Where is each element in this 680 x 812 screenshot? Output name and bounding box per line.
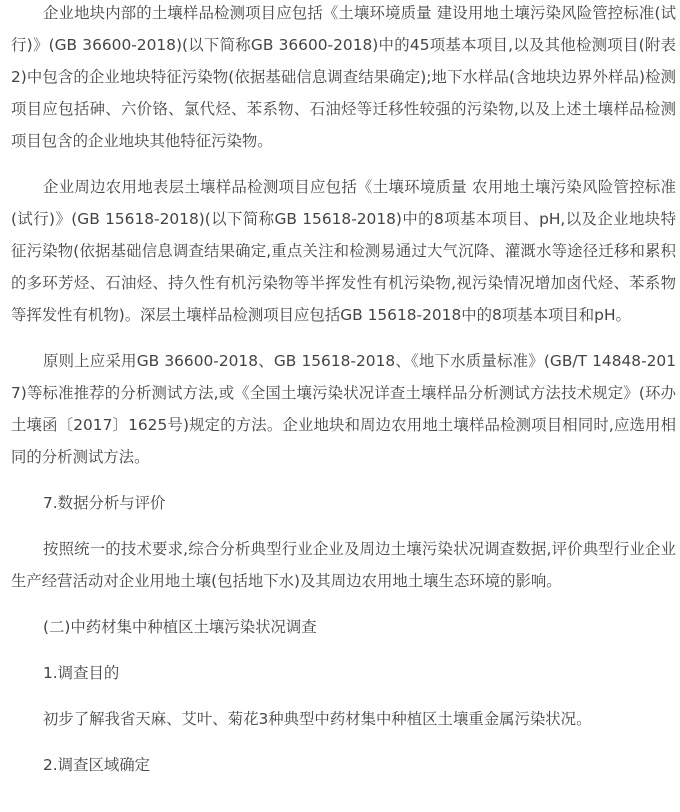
paragraph-data-evaluation: 按照统一的技术要求,综合分析典型行业企业及周边土壤污染状况调查数据,评价典型行业企业生产经营活动对企业用地土壤(包括地下水)及其周边农用地土壤生态环境的影响。 [11, 540, 676, 590]
section-heading-survey-area: 2.调查区域确定 [43, 756, 151, 774]
paragraph-survey-purpose: 初步了解我省天麻、艾叶、菊花3种典型中药材集中种植区土壤重金属污染状况。 [43, 710, 592, 728]
section-heading-survey-purpose: 1.调查目的 [43, 664, 120, 682]
paragraph-analysis-methods: 原则上应采用GB 36600-2018、GB 15618-2018、《地下水质量标准》(GB/T 14848-2017)等标准推荐的分析测试方法,或《全国土壤污染状况详查土壤样品分析测试方法技术规定》(环办土壤函〔2017〕1625号)规定的方法。企业地块和周边农用地土壤样品检测项目相同时,应选用相同的分析测试方法。 [11, 352, 676, 466]
paragraph-farmland-soil-testing: 企业周边农用地表层土壤样品检测项目应包括《土壤环境质量 农用地土壤污染风险管控标准(试行)》(GB 15618-2018)(以下简称GB 15618-2018)中的8项基本项目、pH,以及企业地块特征污染物(依据基础信息调查结果确定,重点关注和检测易通过大气沉降、灌溉水等途径迁移和累积的多环芳烃、石油烃、持久性有机污染物等半挥发性有机污染物,视污染情况增加卤代烃、苯系物等挥发性有机物)。深层土壤样品检测项目应包括GB 15618-2018中的8项基本项目和pH。 [11, 178, 676, 324]
section-heading-data-analysis: 7.数据分析与评价 [43, 494, 166, 512]
paragraph-enterprise-soil-testing: 企业地块内部的土壤样品检测项目应包括《土壤环境质量 建设用地土壤污染风险管控标准(试行)》(GB 36600-2018)(以下简称GB 36600-2018)中的45项基本项目,以及其他检测项目(附表2)中包含的企业地块特征污染物(依据基础信息调查结果确定);地下水样品(含地块边界外样品)检测项目应包括砷、六价铬、氯代烃、苯系物、石油烃等迁移性较强的污染物,以及上述土壤样品检测项目包含的企业地块其他特征污染物。 [11, 4, 676, 150]
section-heading-herb-planting-survey: (二)中药材集中种植区土壤污染状况调查 [43, 618, 317, 636]
